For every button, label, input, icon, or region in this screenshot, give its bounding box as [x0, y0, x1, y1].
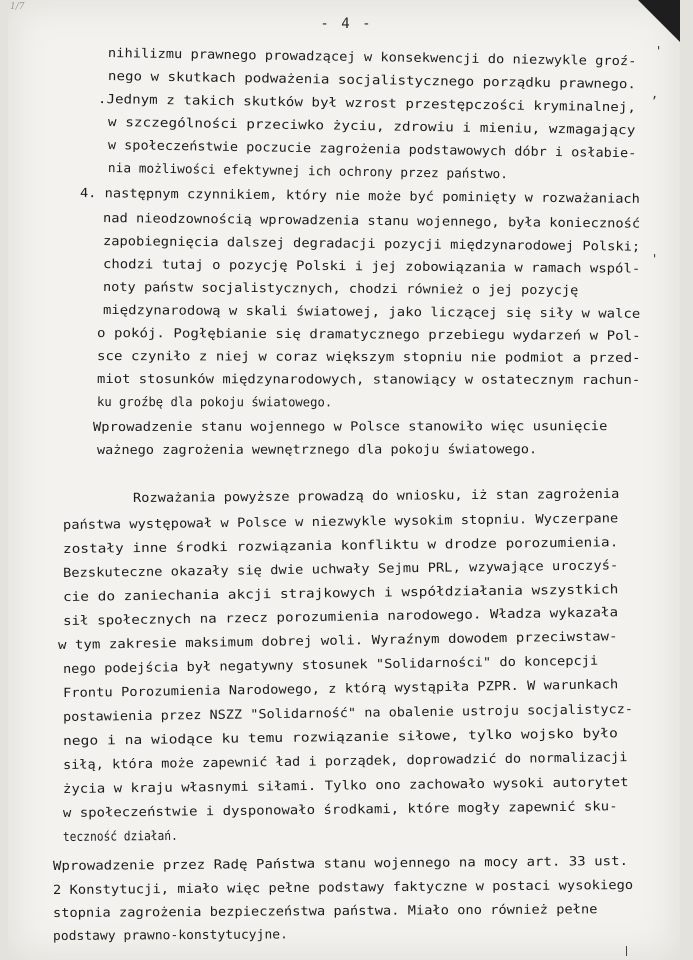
text-line: międzynarodową w skali światowej, jako liczącej się siły w walce: [102, 302, 641, 321]
margin-mark: ': [655, 44, 663, 58]
margin-line: [626, 946, 627, 956]
text-line: Wprowadzenie przez Radę Państwa stanu wojennego na mocy art. 33 ust.: [52, 852, 629, 873]
text-line: chodzi tutaj o pozycję Polski i jej zobowiązania w ramach wspól-: [102, 256, 641, 276]
text-line: sił społecznych na rzecz porozumienia narodowego. Władza wykazała: [62, 604, 619, 628]
text-line: o pokój. Pogłębianie się dramatycznego przebiegu wydarzeń w Pol-: [96, 325, 641, 343]
text-line: Frontu Porozumienia Narodowego, z którą wystąpiła PZPR. W warunkach: [62, 676, 619, 700]
text-line: miot stosunków międzynarodowych, stanowiący w ostatecznym rachun-: [96, 371, 641, 387]
page-number: - 4 -: [320, 16, 373, 32]
text-line: Wprowadzenie stanu wojennego w Polsce stanowiło więc usunięcie: [92, 418, 608, 434]
text-line: zostały inne środki rozwiązania konfliktu w drodze porozumienia.: [62, 534, 619, 556]
margin-mark: ,: [651, 87, 659, 101]
corner-scribble: 1/7: [10, 2, 25, 12]
text-line: nego i na wiodące ku temu rozwiązanie siłowe, tylko wojsko było: [62, 725, 618, 748]
margin-mark: ': [651, 252, 659, 266]
text-line: w społeczeństwie poczucie zagrożenia podstawowych dóbr i osłabie-: [107, 137, 637, 161]
text-line: .Jednym z takich skutków był wzrost przestępczości kryminalnej,: [97, 91, 637, 115]
text-line: 4. następnym czynnikiem, który nie może być pominięty w rozważaniach: [79, 185, 641, 206]
text-line: w tym zakresie maksimum dobrej woli. Wyraźnym dowodem przeciwstaw-: [57, 628, 618, 652]
text-line: nia możliwości efektywnej ich ochrony przez państwo.: [107, 160, 509, 182]
text-line: państwa występował w Polsce w niezwykle wysokim stopniu. Wyczerpane: [62, 510, 619, 532]
text-line: w społeczeństwie i dysponowało środkami, które mogły zapewnić sku-: [62, 798, 618, 820]
text-line: sce czyniło z niej w coraz większym stopniu nie podmiot a przed-: [96, 348, 641, 365]
text-line: ważnego zagrożenia wewnętrznego dla pokoju światowego.: [96, 441, 538, 457]
text-line: ku groźbę dla pokoju światowego.: [96, 394, 333, 410]
text-line: Bezskuteczne okazały się dwie uchwały Sejmu PRL, wzywające uroczyś-: [62, 557, 619, 580]
text-line: 2 Konstytucji, miało więc pełne podstawy faktyczne w postaci wysokiego: [52, 876, 634, 897]
text-line: postawienia przez NSZZ "Solidarność" na obalenie ustroju socjalistycz-: [62, 701, 634, 724]
text-line: nad nieodzownością wprowadzenia stanu wojennego, była konieczność: [102, 210, 641, 231]
text-line: nego w skutkach podważenia socjalistycznego porządku prawnego.: [107, 68, 637, 92]
text-line: w szczególności przeciwko życiu, zdrowiu i mieniu, wzmagający: [107, 114, 636, 138]
text-line: życia w kraju własnymi siłami. Tylko ono zachowało wysoki autorytet: [62, 774, 629, 796]
text-line: Rozważania powyższe prowadzą do wniosku, iż stan zagrożenia: [132, 485, 620, 505]
text-line: stopnia zagrożenia bezpieczeństwa państwa. Miało ono również pełne: [52, 901, 598, 920]
text-line: cie do zaniechania akcji strajkowych i współdziałania wszystkich: [62, 581, 619, 604]
text-line: teczność działań.: [62, 827, 178, 844]
text-line: nihilizmu prawnego prowadzącej w konsekwencji do niezwykle groź-: [107, 45, 637, 69]
text-line: nego podejścia był negatywny stosunek "Solidarności" do koncepcji: [62, 652, 599, 676]
text-line: zapobiegnięcia dalszej degradacji pozycji międzynarodowej Polski;: [102, 233, 641, 254]
text-line: noty państw socjalistycznych, chodzi również o jej pozycję: [102, 279, 579, 298]
text-line: siłą, która może zapewnić ład i porządek, doprowadzić do normalizacji: [62, 749, 628, 772]
text-line: podstawy prawno-konstytucyjne.: [52, 926, 288, 943]
